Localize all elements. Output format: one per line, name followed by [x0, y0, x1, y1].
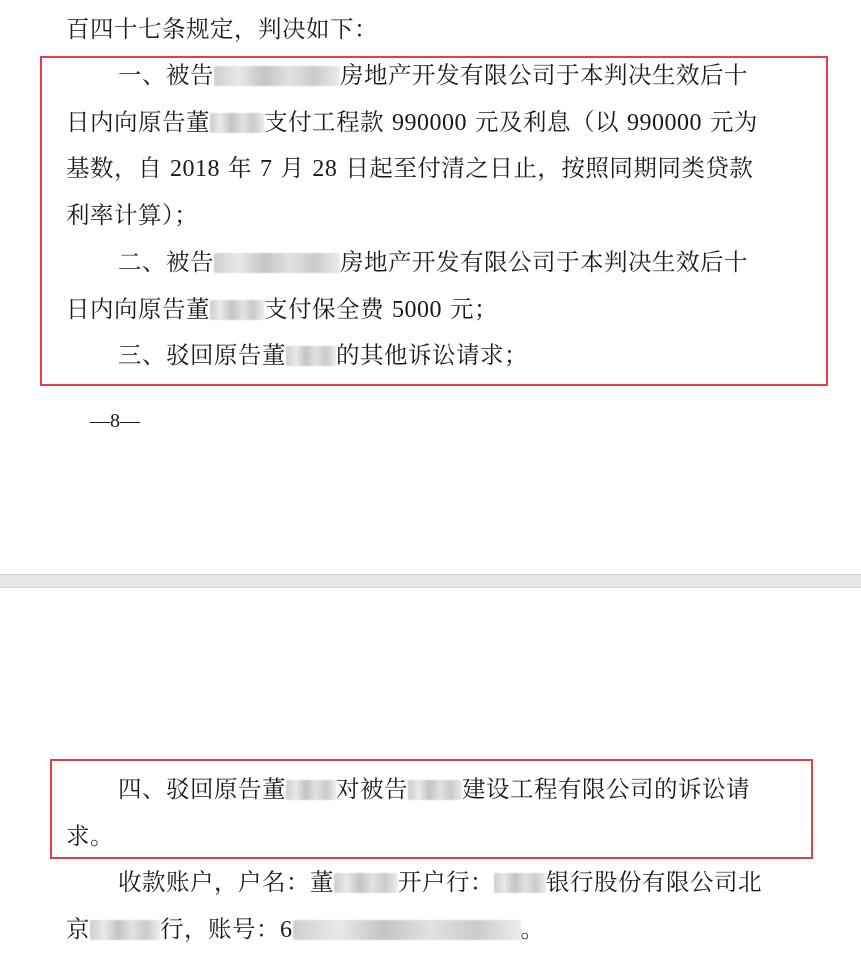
- item1-line1: 一、被告 房地产开发有限公司于本判决生效后十: [118, 61, 748, 89]
- redaction-mask: [408, 780, 462, 800]
- item4-line2: 求。: [66, 822, 114, 850]
- item2-line2: 日内向原告董 支付保全费 5000 元；: [66, 295, 498, 323]
- item1-line4: 利率计算）；: [66, 201, 199, 229]
- judgment-intro: 百四十七条规定，判决如下：: [66, 15, 378, 43]
- redaction-mask: [286, 780, 336, 800]
- redaction-mask: [210, 300, 264, 320]
- page-number: —8—: [90, 410, 140, 432]
- redaction-mask: [494, 873, 546, 893]
- redaction-mask: [210, 113, 264, 133]
- item4-line1: 四、驳回原告董 对被告 建设工程有限公司的诉讼请: [118, 775, 750, 803]
- item3-line1: 三、驳回原告董 的其他诉讼请求；: [118, 341, 528, 369]
- item1-line3: 基数，自 2018 年 7 月 28 日起至付清之日止，按照同期同类贷款: [66, 154, 754, 182]
- item1-line2: 日内向原告董 支付工程款 990000 元及利息（以 990000 元为: [66, 108, 758, 136]
- redaction-mask: [90, 920, 160, 940]
- redaction-mask: [334, 873, 398, 893]
- account-line2: 京 行，账号：6 。: [66, 915, 545, 943]
- redaction-mask: [293, 920, 521, 940]
- item2-line1: 二、被告 房地产开发有限公司于本判决生效后十: [118, 248, 748, 276]
- redaction-mask: [286, 346, 336, 366]
- page-separator: [0, 574, 861, 588]
- redaction-mask: [214, 66, 340, 86]
- redaction-mask: [214, 253, 340, 273]
- document-page-9: [0, 588, 861, 962]
- account-line1: 收款账户，户名：董 开户行： 银行股份有限公司北: [118, 868, 762, 896]
